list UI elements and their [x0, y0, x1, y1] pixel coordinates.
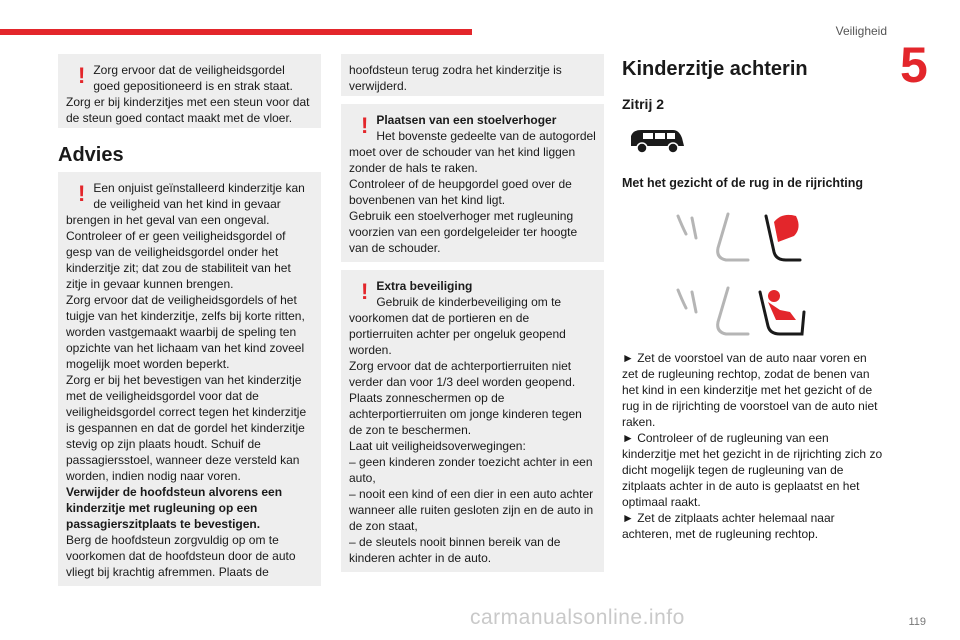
warning-bold-text: Verwijder de hoofdsteun alvorens een kinderzitje met rugleuning op een passagierszitplaats te bevestigen.: [66, 485, 283, 531]
warning-box-booster: [341, 104, 604, 262]
warning-box-belt: [58, 54, 321, 128]
instructions: [622, 350, 884, 542]
warning-icon: !: [361, 113, 369, 138]
warning-text: Zorg ervoor dat de achterportierruiten niet verder dan voor 1/3 deel worden geopend.: [349, 359, 576, 389]
chapter-number: 5: [900, 37, 928, 93]
warning-icon: !: [78, 181, 86, 206]
warning-text: Het bovenste gedeelte van de autogordel moet over de schouder van het kind liggen zonder de hals te raken.: [349, 129, 596, 175]
instruction-step: ► Controleer of de rugleuning van een kinderzitje met het gezicht in de rijrichting zich zo dicht mogelijk tegen de rugleuning van de zitplaats achter in de auto is geplaatst en het optimaal raakt.: [622, 431, 883, 509]
instruction-step: ► Zet de zitplaats achter helemaal naar achteren, met de rugleuning rechtop.: [622, 511, 835, 541]
advies-heading: Advies: [58, 144, 124, 166]
instruction-step: ► Zet de voorstoel van de auto naar voren en zet de rugleuning rechtop, zodat de benen van het kind in een kinderzitje met het gezicht of de rug in de rijrichting de voorstoel van de auto niet raken.: [622, 351, 878, 429]
warning-icon: !: [361, 279, 369, 304]
warning-text: Controleer of er geen veiligheidsgordel of gesp van de veiligheidsgordel onder het kinderzitje zit; dat zou de stabiliteit van het zitje in gevaar kunnen brengen.: [66, 229, 291, 291]
warning-text: Zorg er bij kinderzitjes met een steun voor dat de steun goed contact maakt met de vloer.: [66, 95, 310, 125]
rear-facing-seat-icon: [670, 208, 810, 270]
van-icon: [627, 126, 687, 156]
warning-text: Gebruik een stoelverhoger met rugleuning voorzien van een gordelgeleider ter hoogte van de schouder.: [349, 209, 578, 255]
page-number: 119: [908, 616, 926, 628]
orientation-subtitle: Met het gezicht of de rug in de rijrichting: [622, 176, 863, 190]
list-item: – de sleutels nooit binnen bereik van de kinderen achter in de auto.: [349, 535, 561, 565]
warning-box-extra: [341, 270, 604, 572]
forward-facing-seat-icon: [670, 282, 810, 344]
warning-text: Berg de hoofdsteun zorgvuldig op om te voorkomen dat de hoofdsteun door de auto vliegt bij krachtig afremmen. Plaats de: [66, 533, 296, 579]
warning-text: Zorg ervoor dat de veiligheidsgordel goed gepositioneerd is en strak staat.: [93, 63, 293, 93]
warning-title: Plaatsen van een stoelverhoger: [376, 113, 557, 127]
continued-text: hoofdsteun terug zodra het kinderzitje is verwijderd.: [349, 63, 562, 93]
warning-box-advies: [58, 172, 321, 586]
warning-text: Een onjuist geïnstalleerd kinderzitje kan de veiligheid van het kind in gevaar brengen in het geval van een ongeval.: [66, 181, 305, 227]
continued-box: [341, 54, 604, 96]
warning-text: Plaats zonneschermen op de achterportierruiten om jonge kinderen tegen de zon te beschermen.: [349, 391, 582, 437]
warning-text: Zorg ervoor dat de veiligheidsgordels of het tuigje van het kinderzitje, zelfs bij korte ritten, worden vastgemaakt waarbij de speling ten opzichte van het lichaam van het kind zoveel mogelijk moet worden beperkt.: [66, 293, 305, 371]
warning-text: Zorg er bij het bevestigen van het kinderzitje met de veiligheidsgordel voor dat de veiligheidsgordel correct tegen het kinderzitje is gespannen en dat de gordel het kinderzitje stevig op zijn plaats houdt. Schuif de passagiersstoel, wanneer deze versteld kan worden, indien nodig naar voren.: [66, 373, 307, 483]
warning-text: Gebruik de kinderbeveiliging om te voorkomen dat de portieren en de portierruiten achter per ongeluk geopend worden.: [349, 295, 566, 357]
section-header: Veiligheid: [835, 24, 887, 38]
list-item: – nooit een kind of een dier in een auto achter wanneer alle ruiten gesloten zijn en de auto in de zon staat,: [349, 487, 594, 533]
warning-text: Laat uit veiligheidsoverwegingen:: [349, 439, 526, 453]
warning-icon: !: [78, 63, 86, 88]
watermark: carmanualsonline.info: [470, 606, 685, 629]
list-item: – geen kinderen zonder toezicht achter in een auto,: [349, 455, 593, 485]
section-title: Kinderzitje achterin: [622, 58, 808, 80]
row-label: Zitrij 2: [622, 96, 665, 112]
warning-title: Extra beveiliging: [376, 279, 473, 293]
header-accent-bar: [0, 29, 472, 35]
warning-text: Controleer of de heupgordel goed over de bovenbenen van het kind ligt.: [349, 177, 572, 207]
